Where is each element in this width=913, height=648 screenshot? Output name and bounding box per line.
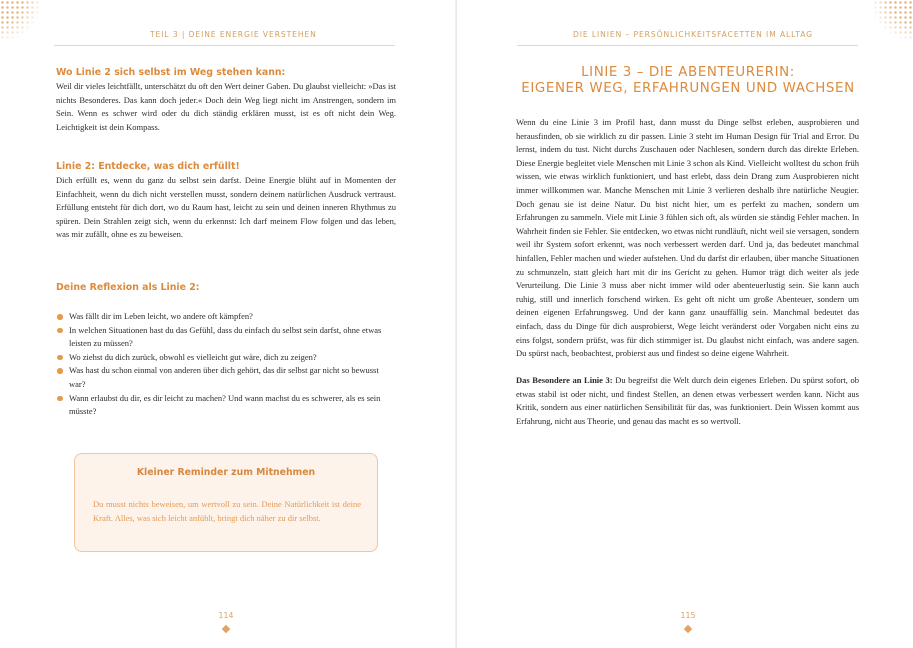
reminder-box — [74, 453, 378, 552]
bullet-dot-icon — [57, 314, 63, 320]
header-rule-left — [54, 45, 395, 46]
header-rule-right — [517, 45, 858, 46]
section-heading: Deine Reflexion als Linie 2: — [56, 282, 200, 293]
running-head-left: TEIL 3 | DEINE ENERGIE VERSTEHEN — [150, 30, 317, 39]
reflection-list — [56, 310, 396, 419]
diamond-icon — [684, 625, 692, 633]
body-paragraph: Wenn du eine Linie 3 im Profil hast, dann musst du Dinge selbst erleben, ausprobieren und herausfinden, ob sie wirklich zu dir passen. Linie 3 steht im Human Design für Trial and Error. Du lernst, indem du tust. Nicht durchs Zuschauen oder Nachlesen, sondern durch das direkte Erleben. Diese Energie begleitet viele Menschen mit Linie 3 schon als Kind. Vielleicht wolltest du schon früh wissen, wie etwas wirklich funktioniert, und hast erlebt, dass dein Drang zum Ausprobieren nicht immer willkommen war. Manche Menschen mit Linie 3 verlieren deshalb ihre natürliche Neugier. Doch genau sie ist deine Natur. Du bist nicht hier, um es perfekt zu machen, sondern um Erfahrungen zu sammeln. Viele mit Linie 3 fühlen sich oft, als würden sie ständig Fehler machen. In Wahrheit finden sie Fehler. Sie entdecken, wo etwas nicht rundläuft, nicht weil sie versagen, sondern weil ihr System sofort erkennt, was noch verbessert werden darf. Und ja, das bedeutet manchmal hinfallen, Fehler machen und wieder aufstehen. Und du darfst dir erlauben, über manche Situationen zu schmunzeln, statt gleich hart mit dir ins Gericht zu gehen. Humor trägt dich weiter als jede Verurteilung. Die Linie 3 muss aber nicht immer wild oder abenteuerlustig sein. Sie kann auch ruhig, still und innerlich forschend wirken. Es geht oft nicht um große Abenteuer, sondern um deinen eigenen Erfahrungsweg. Und der kann ganz unauffällig sein. Manchmal bedeutet das einfach, dass du Dinge für dich ausprobierst, Wege leicht veränderst oder Vorgaben nicht eins zu eins folgst, sondern prüfst, was für dich stimmiger ist. Du glaubst nicht einfach, was andere sagen. Du spürst nach, beobachtest, probierst aus und findest so deine eigene Wahrheit. — [516, 117, 859, 359]
special-label: Das Besondere an Linie 3: — [516, 375, 613, 386]
special-text: Du begreifst die Welt durch dein eigenes Erleben. Du spürst sofort, ob etwas stabil ist oder nicht, und findest Stellen, an denen etwas verbessert werden kann. Nicht aus Kritik, sondern aus einer natürlichen Sensibilität für das, was funktioniert. Dein Wissen kommt aus Erfahrung, nicht aus Theorie, und genau das macht es so wertvoll. — [516, 375, 859, 427]
list-item — [56, 392, 396, 419]
bullet-dot-icon — [57, 328, 63, 334]
left-page — [0, 0, 456, 648]
special-paragraph — [516, 374, 859, 428]
section-self-obstacle — [56, 66, 396, 134]
bullet-dot-icon — [57, 355, 63, 361]
reminder-text: Du musst nichts beweisen, um wertvoll zu sein. Deine Natürlichkeit ist deine Kraft. Alles, was sich leicht anfühlt, bringt dich näher zu dir selbst. — [93, 499, 361, 523]
list-item-text: Was fällt dir im Leben leicht, wo andere oft kämpfen? — [69, 311, 253, 321]
list-item-text: Was hast du schon einmal von anderen über dich gehört, das dir selbst gar nicht so bewusst war? — [69, 365, 379, 389]
bullet-dot-icon — [57, 396, 63, 402]
running-head-right: DIE LINIEN – PERSÖNLICHKEITSFACETTEN IM ALLTAG — [573, 30, 813, 39]
dot-ornament-top-right — [873, 0, 913, 40]
list-item-text: Wann erlaubst du dir, es dir leicht zu machen? Und wann machst du es schwerer, als es sein müsste? — [69, 392, 381, 417]
list-item-text: In welchen Situationen hast du das Gefühl, dass du einfach du selbst sein darfst, ohne etwas leisten zu müssen? — [69, 324, 382, 349]
page-number-left: 114 — [218, 611, 234, 620]
list-item — [56, 310, 396, 324]
page-number-right: 115 — [680, 611, 696, 620]
section-heading: Linie 2: Entdecke, was dich erfüllt! — [56, 161, 240, 172]
chapter-title — [497, 65, 879, 97]
section-fulfillment — [56, 160, 396, 242]
list-item — [56, 324, 396, 351]
chapter-body — [516, 116, 859, 429]
chapter-title-line: EIGENER WEG, ERFAHRUNGEN UND WACHSEN — [521, 81, 855, 96]
list-item — [56, 351, 396, 365]
list-item-text: Wo ziehst du dich zurück, obwohl es vielleicht gut wäre, dich zu zeigen? — [69, 351, 317, 362]
diamond-icon — [222, 625, 230, 633]
right-page — [457, 0, 913, 648]
list-item — [56, 364, 396, 391]
section-heading: Wo Linie 2 sich selbst im Weg stehen kann: — [56, 67, 286, 78]
chapter-title-line: LINIE 3 – DIE ABENTEURERIN: — [581, 65, 795, 80]
section-reflection — [56, 281, 396, 419]
reminder-title: Kleiner Reminder zum Mitnehmen — [136, 467, 316, 478]
bullet-dot-icon — [57, 368, 63, 374]
section-body: Weil dir vieles leichtfällt, unterschätzt du oft den Wert deiner Gaben. Du glaubst vielleicht: »Das ist nichts Besonderes. Das kann doch jeder.« Doch dein Weg liegt nicht im Anstrengen, sondern im Sein. Wenn es schwer wird oder du dich ständig erklären musst, ist es oft nicht dein Weg. Leichtigkeit ist dein Kompass. — [56, 81, 396, 132]
dot-ornament-top-left — [0, 0, 40, 40]
section-body: Dich erfüllt es, wenn du ganz du selbst sein darfst. Deine Energie blüht auf in Momenten der Einfachheit, wenn du dich nicht verstellen musst, sondern deinem natürlichen Ausdruck vertraust. Erfüllung entsteht für dich dort, wo du Raum hast, leicht zu sein und deinen inneren Rhythmus zu spüren. Dein Strahlen zeigt sich, wenn du erkennst: Ich darf meinem Flow folgen und das leben, was mir zufällt, ohne es zu beweisen. — [56, 175, 396, 240]
